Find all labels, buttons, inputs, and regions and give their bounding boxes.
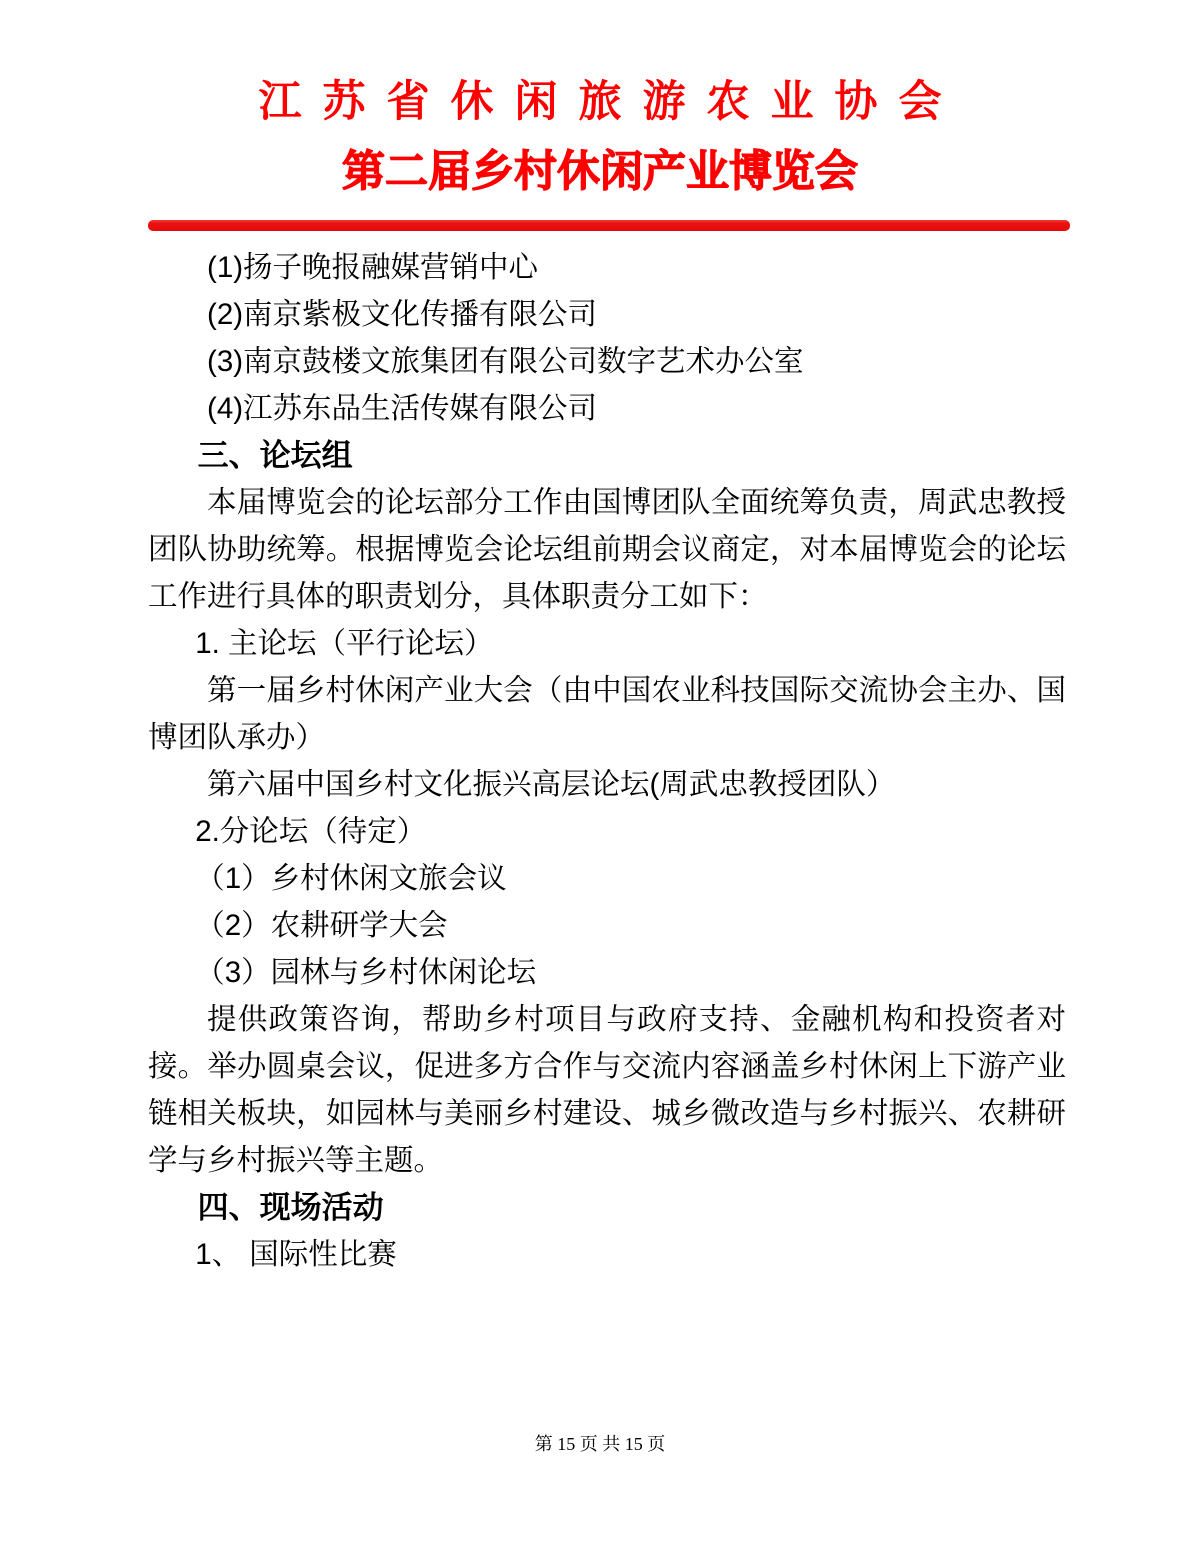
sponsor-item-3: (3)南京鼓楼文旅集团有限公司数字艺术办公室 [207, 345, 804, 378]
item-sixth-culture-forum: 第六届中国乡村文化振兴高层论坛(周武忠教授团队） [207, 768, 896, 801]
header-divider-rule [148, 220, 1070, 231]
sub-forum-item-1: （1）乡村休闲文旅会议 [195, 862, 507, 895]
sub-forum-item-2: （2）农耕研学大会 [195, 909, 448, 942]
paragraph-first-industry-conference: 第一届乡村休闲产业大会（由中国农业科技国际交流协会主办、国博团队承办） [148, 674, 1066, 754]
item-main-forum: 1. 主论坛（平行论坛） [195, 627, 494, 660]
event-title: 第二届乡村休闲产业博览会 [342, 148, 858, 196]
doc-body [148, 244, 1066, 1278]
sponsor-item-2: (2)南京紫极文化传播有限公司 [207, 298, 598, 331]
sub-forum-item-3: （3）园林与乡村休闲论坛 [195, 956, 537, 989]
page-number-indicator: 第 15 页 共 15 页 [534, 1434, 666, 1454]
item-international-competition: 1、 国际性比赛 [195, 1238, 397, 1271]
paragraph-policy-support: 提供政策咨询，帮助乡村项目与政府支持、金融机构和投资者对接。举办圆桌会议，促进多方合作与交流内容涵盖乡村休闲上下游产业链相关板块，如园林与美丽乡村建设、城乡微改造与乡村振兴、农耕研学与乡村振兴等主题。 [148, 1003, 1066, 1177]
doc-footer [0, 1430, 1200, 1456]
item-sub-forums: 2.分论坛（待定） [195, 815, 427, 848]
section-heading-onsite-activities: 四、现场活动 [197, 1190, 384, 1225]
sponsor-item-4: (4)江苏东品生活传媒有限公司 [207, 392, 598, 425]
doc-header [0, 0, 1200, 231]
sponsor-item-1: (1)扬子晚报融媒营销中心 [207, 251, 539, 284]
paragraph-forum-overview: 本届博览会的论坛部分工作由国博团队全面统筹负责，周武忠教授团队协助统筹。根据博览会论坛组前期会议商定，对本届博览会的论坛工作进行具体的职责划分，具体职责分工如下： [148, 486, 1066, 613]
section-heading-forum-group: 三、论坛组 [197, 438, 353, 473]
org-title: 江苏省休闲旅游农业协会 [258, 78, 963, 126]
